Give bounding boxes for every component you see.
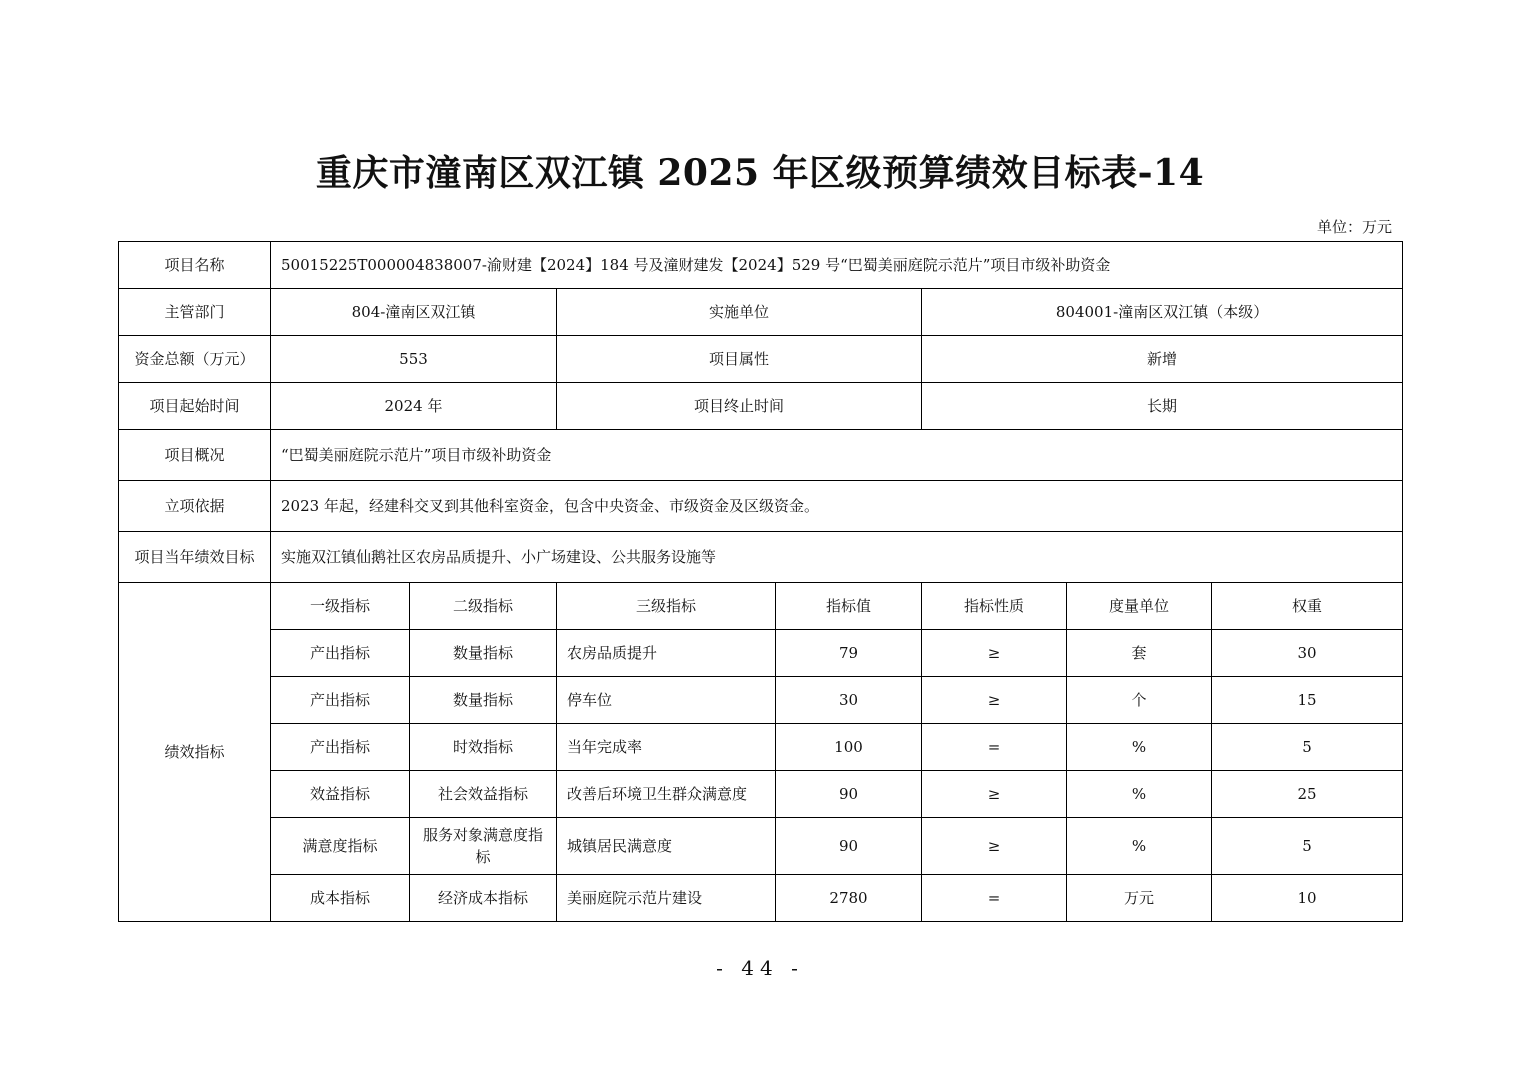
overview-label: 项目概况 xyxy=(119,430,271,481)
row-fund xyxy=(119,336,1403,383)
row-project-name xyxy=(119,242,1403,289)
row-basis xyxy=(119,481,1403,532)
header-cell: 一级指标 xyxy=(271,583,410,630)
project-name-value: 50015225T000004838007-渝财建【2024】184 号及潼财建发【2024】529 号“巴蜀美丽庭院示范片”项目市级补助资金 xyxy=(271,242,1403,289)
overview-value: “巴蜀美丽庭院示范片”项目市级补助资金 xyxy=(271,430,1403,481)
level3-cell: 美丽庭院示范片建设 xyxy=(557,875,776,922)
level1-cell: 产出指标 xyxy=(271,630,410,677)
value-cell: 30 xyxy=(776,677,922,724)
row-time xyxy=(119,383,1403,430)
weight-cell: 30 xyxy=(1212,630,1403,677)
row-department xyxy=(119,289,1403,336)
end-label: 项目终止时间 xyxy=(557,383,922,430)
unit-cell: 套 xyxy=(1067,630,1212,677)
nature-cell: ≥ xyxy=(922,677,1067,724)
header-cell: 指标性质 xyxy=(922,583,1067,630)
nature-cell: = xyxy=(922,724,1067,771)
level1-cell: 效益指标 xyxy=(271,771,410,818)
nature-cell: ≥ xyxy=(922,630,1067,677)
row-goal xyxy=(119,532,1403,583)
level2-cell: 社会效益指标 xyxy=(410,771,557,818)
project-name-label: 项目名称 xyxy=(119,242,271,289)
level1-cell: 产出指标 xyxy=(271,724,410,771)
goal-value: 实施双江镇仙鹅社区农房品质提升、小广场建设、公共服务设施等 xyxy=(271,532,1403,583)
unit-cell: 万元 xyxy=(1067,875,1212,922)
value-cell: 79 xyxy=(776,630,922,677)
budget-performance-table xyxy=(118,241,1403,922)
weight-cell: 15 xyxy=(1212,677,1403,724)
weight-cell: 25 xyxy=(1212,771,1403,818)
goal-label: 项目当年绩效目标 xyxy=(119,532,271,583)
level2-cell: 服务对象满意度指标 xyxy=(410,818,557,875)
value-cell: 90 xyxy=(776,771,922,818)
level1-cell: 产出指标 xyxy=(271,677,410,724)
level3-cell: 当年完成率 xyxy=(557,724,776,771)
header-cell: 度量单位 xyxy=(1067,583,1212,630)
table-row xyxy=(119,818,1403,875)
unit-cell: 个 xyxy=(1067,677,1212,724)
table-row xyxy=(119,875,1403,922)
attr-value: 新增 xyxy=(922,336,1403,383)
unit-cell: % xyxy=(1067,724,1212,771)
basis-value: 2023 年起，经建科交叉到其他科室资金，包含中央资金、市级资金及区级资金。 xyxy=(271,481,1403,532)
value-cell: 90 xyxy=(776,818,922,875)
header-cell: 权重 xyxy=(1212,583,1403,630)
level3-cell: 停车位 xyxy=(557,677,776,724)
table-row xyxy=(119,630,1403,677)
level3-cell: 改善后环境卫生群众满意度 xyxy=(557,771,776,818)
header-cell: 二级指标 xyxy=(410,583,557,630)
table-row xyxy=(119,677,1403,724)
table-row xyxy=(119,724,1403,771)
unit-cell: % xyxy=(1067,818,1212,875)
row-overview xyxy=(119,430,1403,481)
header-cell: 三级指标 xyxy=(557,583,776,630)
attr-label: 项目属性 xyxy=(557,336,922,383)
weight-cell: 5 xyxy=(1212,818,1403,875)
nature-cell: = xyxy=(922,875,1067,922)
level1-cell: 成本指标 xyxy=(271,875,410,922)
level3-cell: 城镇居民满意度 xyxy=(557,818,776,875)
fund-label: 资金总额（万元） xyxy=(119,336,271,383)
nature-cell: ≥ xyxy=(922,771,1067,818)
start-value: 2024 年 xyxy=(271,383,557,430)
nature-cell: ≥ xyxy=(922,818,1067,875)
impl-value: 804001-潼南区双江镇（本级） xyxy=(922,289,1403,336)
weight-cell: 5 xyxy=(1212,724,1403,771)
page-number: - 44 - xyxy=(716,956,804,980)
header-cell: 指标值 xyxy=(776,583,922,630)
basis-label: 立项依据 xyxy=(119,481,271,532)
value-cell: 100 xyxy=(776,724,922,771)
unit-label: 单位：万元 xyxy=(1316,218,1392,236)
perf-header-row xyxy=(119,583,1403,630)
level3-cell: 农房品质提升 xyxy=(557,630,776,677)
level1-cell: 满意度指标 xyxy=(271,818,410,875)
table-row xyxy=(119,771,1403,818)
level2-cell: 经济成本指标 xyxy=(410,875,557,922)
level2-cell: 数量指标 xyxy=(410,630,557,677)
end-value: 长期 xyxy=(922,383,1403,430)
impl-label: 实施单位 xyxy=(557,289,922,336)
weight-cell: 10 xyxy=(1212,875,1403,922)
dept-label: 主管部门 xyxy=(119,289,271,336)
value-cell: 2780 xyxy=(776,875,922,922)
unit-cell: % xyxy=(1067,771,1212,818)
perf-label: 绩效指标 xyxy=(119,583,271,922)
start-label: 项目起始时间 xyxy=(119,383,271,430)
dept-value: 804-潼南区双江镇 xyxy=(271,289,557,336)
page-title: 重庆市潼南区双江镇 2025 年区级预算绩效目标表-14 xyxy=(315,152,1205,194)
level2-cell: 数量指标 xyxy=(410,677,557,724)
fund-value: 553 xyxy=(271,336,557,383)
level2-cell: 时效指标 xyxy=(410,724,557,771)
